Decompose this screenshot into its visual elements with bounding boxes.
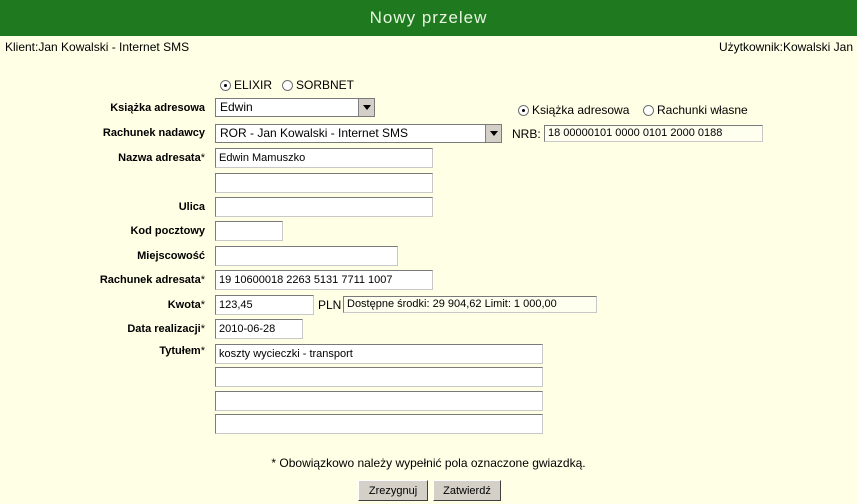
recipient-account-input[interactable]: 19 10600018 2263 5131 7711 1007 [215,270,433,290]
address-book-selected: Edwin [220,100,253,114]
recipient-account-label-text: Rachunek adresata [99,274,201,286]
radio-own-accounts-indicator[interactable] [643,105,654,116]
title-line-3-input[interactable] [215,391,543,411]
sender-account-label: Rachunek nadawcy [102,127,205,139]
title-line-1-input[interactable]: koszty wycieczki - transport [215,344,543,364]
radio-own-accounts[interactable] [643,103,748,117]
city-input[interactable] [215,246,398,266]
title-label-text: Tytułem [159,345,201,357]
confirm-button[interactable]: Zatwierdź [433,480,501,501]
radio-sorbnet-label: SORBNET [296,78,355,92]
required-mark: * [200,152,205,164]
required-note: * Obowiązkowo należy wypełnić pola oznaczone gwiazdką. [271,456,586,470]
amount-input[interactable]: 123,45 [215,295,314,315]
sender-account-select[interactable] [215,124,502,143]
date-label [0,323,205,335]
radio-elixir[interactable] [220,78,272,92]
radio-sorbnet-indicator[interactable] [282,80,293,91]
title-line-2-input[interactable] [215,367,543,387]
title-label [0,345,205,357]
radio-address-book[interactable] [518,103,629,117]
address-book-label: Książka adresowa [110,102,205,114]
radio-sorbnet[interactable] [282,78,354,92]
currency-label: PLN [318,298,342,312]
address-book-select[interactable] [215,98,375,117]
postal-code-input[interactable] [215,221,283,241]
chevron-down-icon[interactable] [358,99,374,116]
recipient-name-input[interactable]: Edwin Mamuszko [215,148,433,168]
radio-elixir-indicator[interactable] [220,80,231,91]
radio-elixir-label: ELIXIR [234,78,273,92]
required-mark: * [200,345,205,357]
page-title: Nowy przelew [0,0,857,36]
recipient-name-label-text: Nazwa adresata [118,152,201,164]
street-label: Ulica [178,201,205,213]
city-label: Miejscowość [137,250,205,262]
amount-label-text: Kwota [167,299,201,311]
chevron-down-icon[interactable] [485,125,501,142]
required-mark: * [200,323,205,335]
date-input[interactable]: 2010-06-28 [215,319,303,339]
client-info: Klient:Jan Kowalski - Internet SMS [5,40,190,54]
date-label-text: Data realizacji [127,323,201,335]
radio-address-book-indicator[interactable] [518,105,529,116]
title-line-4-input[interactable] [215,414,543,434]
user-info: Użytkownik:Kowalski Jan [718,40,853,54]
sender-account-selected: ROR - Jan Kowalski - Internet SMS [220,126,409,140]
cancel-button[interactable]: Zrezygnuj [358,480,428,501]
required-mark: * [200,299,205,311]
recipient-account-label [0,274,205,286]
street-input[interactable] [215,197,433,217]
recipient-name2-input[interactable] [215,173,433,193]
required-mark: * [200,274,205,286]
nrb-label: NRB: [512,127,541,141]
recipient-name-label [0,152,205,164]
amount-label [0,299,205,311]
radio-own-accounts-label: Rachunki własne [657,103,748,117]
nrb-field: 18 00000101 0000 0101 2000 0188 [544,125,763,142]
radio-address-book-label: Książka adresowa [532,103,630,117]
postal-code-label: Kod pocztowy [130,225,205,237]
available-funds-field: Dostępne środki: 29 904,62 Limit: 1 000,00 [343,296,597,313]
